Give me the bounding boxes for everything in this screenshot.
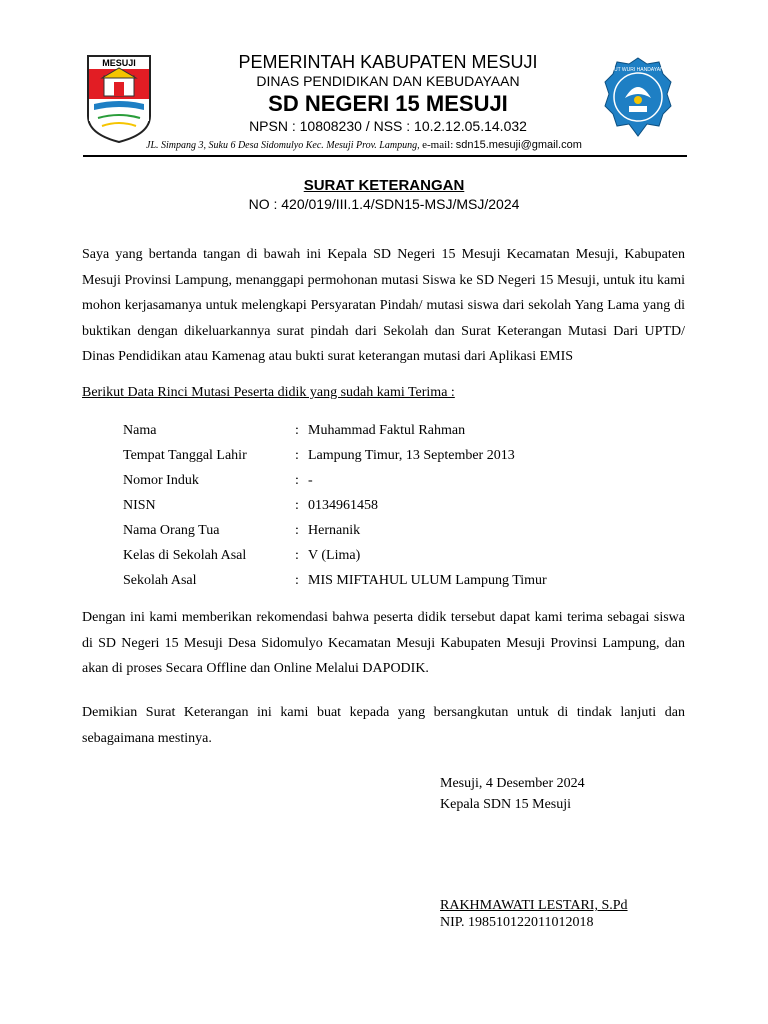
field-value: - [308, 473, 313, 488]
field-label: Nama [123, 423, 157, 438]
government-name: PEMERINTAH KABUPATEN MESUJI [238, 52, 538, 72]
field-separator: : [295, 523, 299, 538]
signature-position: Kepala SDN 15 Mesuji [440, 797, 572, 812]
student-data-intro: Berikut Data Rinci Mutasi Peserta didik yang sudah kami Terima : [82, 385, 455, 400]
logo-left-text: MESUJI [102, 58, 136, 68]
field-separator: : [295, 548, 299, 563]
field-value: 0134961458 [308, 498, 378, 513]
department-name: DINAS PENDIDIKAN DAN KEBUDAYAAN [256, 73, 520, 89]
student-row-name [123, 423, 643, 448]
school-email: sdn15.mesuji@gmail.com [455, 139, 582, 151]
student-row-parent [123, 523, 643, 548]
letterhead-divider [83, 155, 687, 157]
student-row-nisn [123, 498, 643, 523]
field-separator: : [295, 473, 299, 488]
field-label: Sekolah Asal [123, 573, 197, 588]
field-value: MIS MIFTAHUL ULUM Lampung Timur [308, 573, 547, 588]
school-npsn: NPSN : 10808230 / NSS : 10.2.12.05.14.032 [249, 118, 527, 134]
document-number: NO : 420/019/III.1.4/SDN15-MSJ/MSJ/2024 [248, 196, 520, 212]
signature-place-date: Mesuji, 4 Desember 2024 [440, 776, 585, 791]
school-address-line [146, 139, 582, 151]
field-label: NISN [123, 498, 156, 513]
signer-name: RAKHMAWATI LESTARI, S.Pd [440, 898, 628, 913]
student-row-birth [123, 448, 643, 473]
document-title: SURAT KETERANGAN [303, 177, 465, 194]
field-label: Nama Orang Tua [123, 523, 220, 538]
field-label: Kelas di Sekolah Asal [123, 548, 247, 563]
signer-nip: NIP. 198510122011012018 [440, 915, 594, 930]
student-row-nomor-induk [123, 473, 643, 498]
logo-right-text: TUT WURI HANDAYANI [610, 67, 666, 73]
field-separator: : [295, 573, 299, 588]
field-value: Hernanik [308, 523, 361, 538]
field-value: V (Lima) [308, 548, 361, 563]
email-label: e-mail: [422, 139, 454, 151]
field-label: Nomor Induk [123, 473, 199, 488]
field-value: Muhammad Faktul Rahman [308, 423, 466, 438]
field-separator: : [295, 423, 299, 438]
field-label: Tempat Tanggal Lahir [123, 448, 247, 463]
paragraph-recommendation: Dengan ini kami memberikan rekomendasi bahwa peserta didik tersebut dapat kami terima sebagai siswa di SD Negeri 15 Mesuji Desa Sidomulyo Kecamatan Mesuji Kabupaten Mesuji Provinsi Lampung, dan akan di proses Secara Offline dan Online Melalui DAPODIK. [82, 610, 685, 676]
student-row-class [123, 548, 643, 573]
school-name: SD NEGERI 15 MESUJI [268, 91, 508, 116]
field-value: Lampung Timur, 13 September 2013 [308, 448, 515, 463]
school-address: JL. Simpang 3, Suku 6 Desa Sidomulyo Kec. Mesuji Prov. Lampung, [146, 140, 420, 151]
field-separator: : [295, 448, 299, 463]
paragraph-opening: Saya yang bertanda tangan di bawah ini Kepala SD Negeri 15 Mesuji Kecamatan Mesuji, Kabupaten Mesuji Provinsi Lampung, menanggapi permohonan mutasi Siswa ke SD Negeri 15 Mesuji, untuk itu kami mohon kerjasamanya untuk melengkapi Persyaratan Pindah/ mutasi siswa dari sekolah Yang Lama yang di buktikan dengan dikeluarkannya surat pindah dari Sekolah dan Surat Keterangan Mutasi Dari UPTD/ Dinas Pendidikan atau Kamenag atau bukti surat keterangan mutasi dari Aplikasi EMIS [82, 247, 685, 364]
paragraph-closing: Demikian Surat Keterangan ini kami buat kepada yang bersangkutan untuk di tindak lanjuti dan sebagaimana mestinya. [82, 705, 685, 746]
student-row-origin-school [123, 573, 643, 598]
field-separator: : [295, 498, 299, 513]
